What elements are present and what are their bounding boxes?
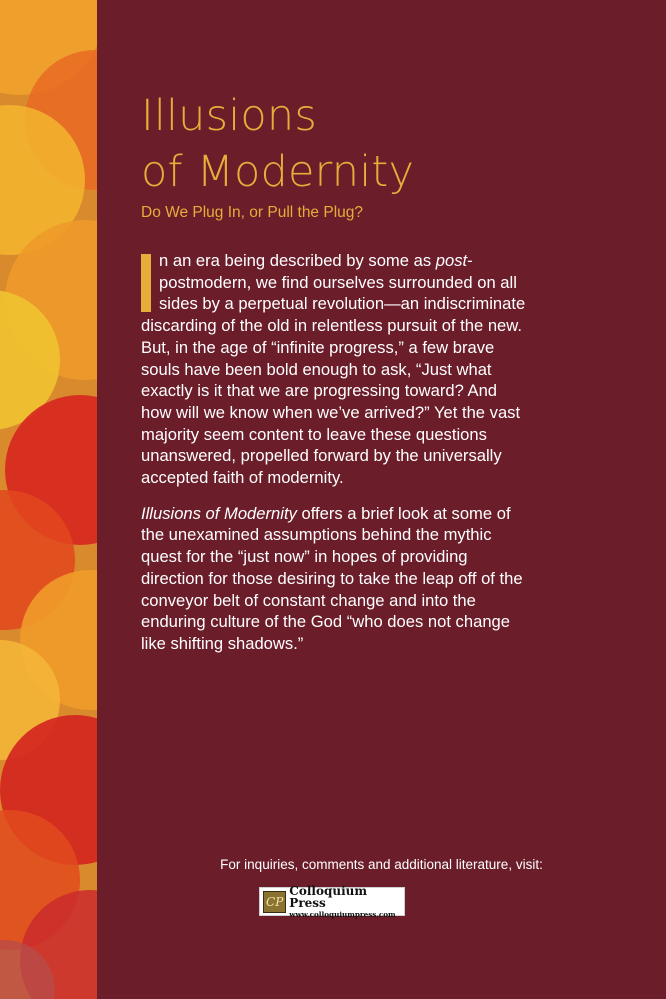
decorative-circle-pattern xyxy=(0,0,97,999)
blurb xyxy=(141,250,529,655)
drop-cap-bar xyxy=(141,254,151,312)
publisher-logo xyxy=(259,883,405,919)
back-cover-panel xyxy=(97,0,666,999)
paragraph-1-emphasis: post xyxy=(435,251,468,270)
title-line-1: Illusions xyxy=(141,91,317,141)
title-line-2: of Modernity xyxy=(141,147,415,197)
paragraph-2-emphasis: Illusions of Modernity xyxy=(141,503,297,523)
blurb-paragraph-2 xyxy=(141,503,529,655)
publisher-url: www.colloquiumpress.com xyxy=(289,909,396,919)
publisher-monogram: CP xyxy=(263,891,286,913)
book-subtitle: Do We Plug In, or Pull the Plug? xyxy=(141,204,364,221)
paragraph-1-part-2: -postmodern, we find ourselves surrounded on all sides by a perpetual revolution—an indiscriminate discarding of the old in relentless pursuit of the new. But, in the age of “infinite progress,” a few brave souls have been bold enough to ask, “Just what exactly is it that we are progressing toward? And how will we know when we’ve arrived?” Yet the vast majority seem content to leave these questions unanswered, propelled forward by the universally accepted faith of modernity. xyxy=(141,251,526,488)
footer-text: For inquiries, comments and additional literature, visit: xyxy=(220,857,543,872)
paragraph-1-part-1: n an era being described by some as xyxy=(159,251,436,270)
paragraph-2-rest: offers a brief look at some of the unexamined assumptions behind the mythic quest for the “just now” in hopes of providing direction for those desiring to take the leap off of the conveyor belt of constant change and into the enduring culture of the God “who does not change like shifting shadows.” xyxy=(141,503,523,653)
publisher-text xyxy=(289,885,404,918)
publisher-name: Colloquium Press xyxy=(289,883,368,910)
book-title xyxy=(141,88,414,200)
blurb-paragraph-1 xyxy=(141,250,529,489)
